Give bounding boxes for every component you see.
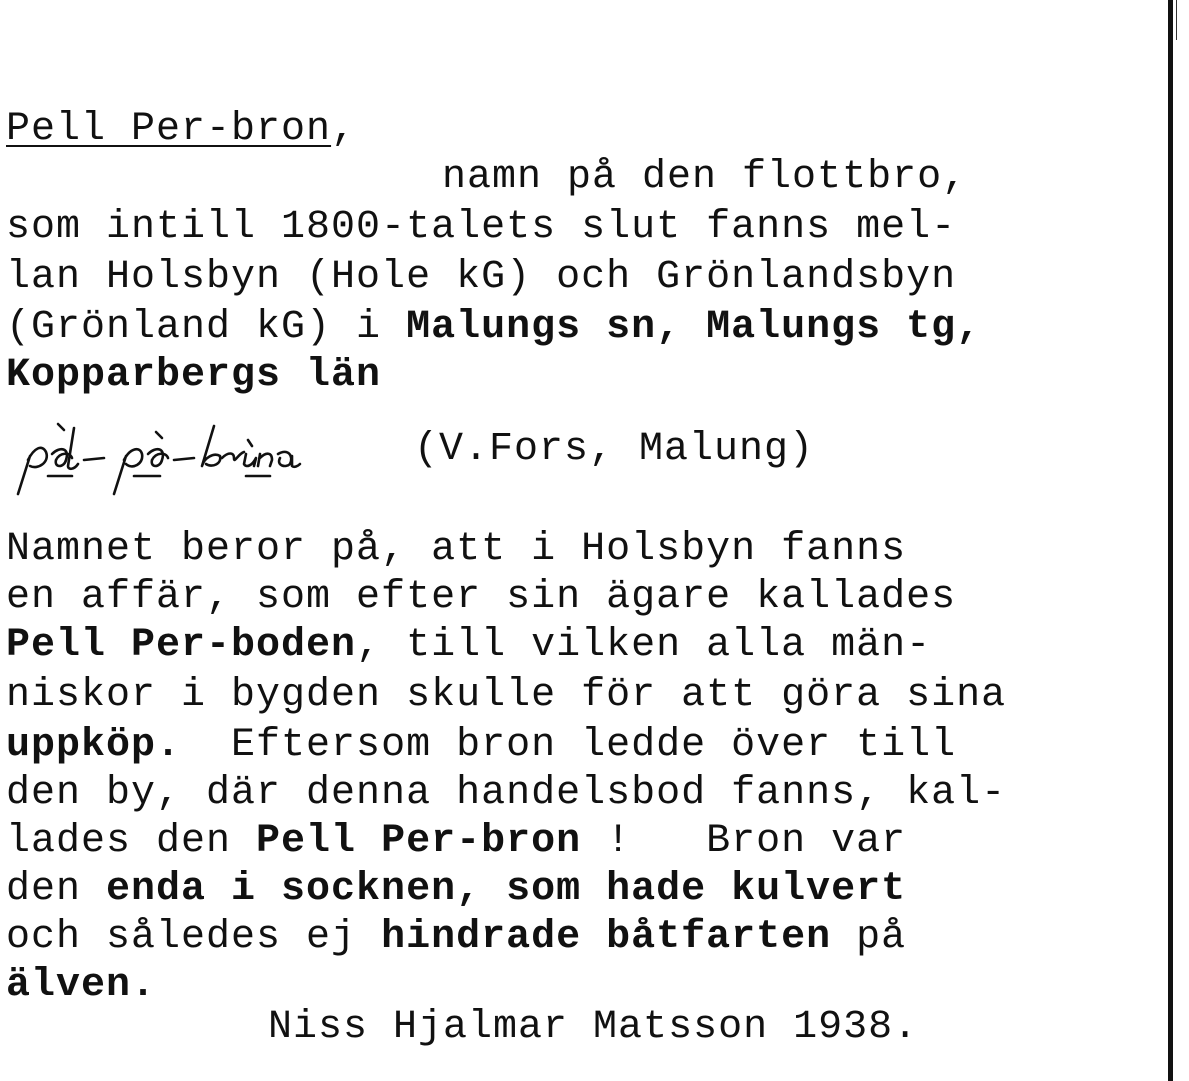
text-line-1: namn på den flottbro,: [442, 155, 968, 200]
signature: Niss Hjalmar Matsson 1938.: [268, 1005, 919, 1050]
para-line-5: [6, 722, 956, 770]
para-line-1: Namnet beror på, att i Holsbyn fanns: [6, 527, 907, 572]
para-line-6: den by, där denna handelsbod fanns, kal-: [6, 771, 1007, 816]
handwritten-dialect-form: [8, 418, 408, 498]
para-line-7: [6, 818, 906, 866]
para-line-8: [6, 866, 906, 914]
card-edge-line: [1168, 0, 1173, 1081]
para-line-9: [6, 914, 906, 962]
card-edge-tick: [1176, 0, 1177, 40]
title-line: [6, 106, 356, 154]
para-line-10: älven.: [6, 963, 157, 1008]
card-title: Pell Per-bron: [6, 107, 332, 152]
text-line-4b: Malungs sn, Malungs tg,: [406, 305, 982, 350]
text-line-3: lan Holsbyn (Hole kG) och Grönlandsbyn: [6, 255, 957, 300]
para-line-8a: den: [6, 867, 107, 912]
text-line-4: [6, 304, 981, 352]
text-line-5: Kopparbergs län: [6, 353, 382, 398]
para-line-9c: på: [831, 915, 907, 960]
para-line-2: en affär, som efter sin ägare kallades: [6, 575, 957, 620]
para-line-9a: och således ej: [6, 915, 382, 960]
para-line-5b: Eftersom bron ledde över till: [181, 723, 957, 768]
para-line-7c: ! Bron var: [581, 819, 907, 864]
para-line-3a: Pell Per-boden: [6, 623, 357, 668]
para-line-7b: Pell Per-bron: [256, 819, 582, 864]
title-punct: ,: [331, 107, 357, 152]
para-line-7a: lades den: [6, 819, 257, 864]
para-line-4: niskor i bygden skulle för att göra sina: [6, 673, 1007, 718]
text-line-2: som intill 1800-talets slut fanns mel-: [6, 205, 957, 250]
para-line-9b: hindrade båtfarten: [381, 915, 832, 960]
dialect-place: (V.Fors, Malung): [414, 427, 815, 472]
text-line-4a: (Grönland kG) i: [6, 305, 407, 350]
para-line-5a: uppköp.: [6, 723, 182, 768]
para-line-8b: enda i socknen, som hade kulvert: [106, 867, 907, 912]
para-line-3b: , till vilken alla män-: [356, 623, 932, 668]
para-line-3: [6, 622, 931, 670]
